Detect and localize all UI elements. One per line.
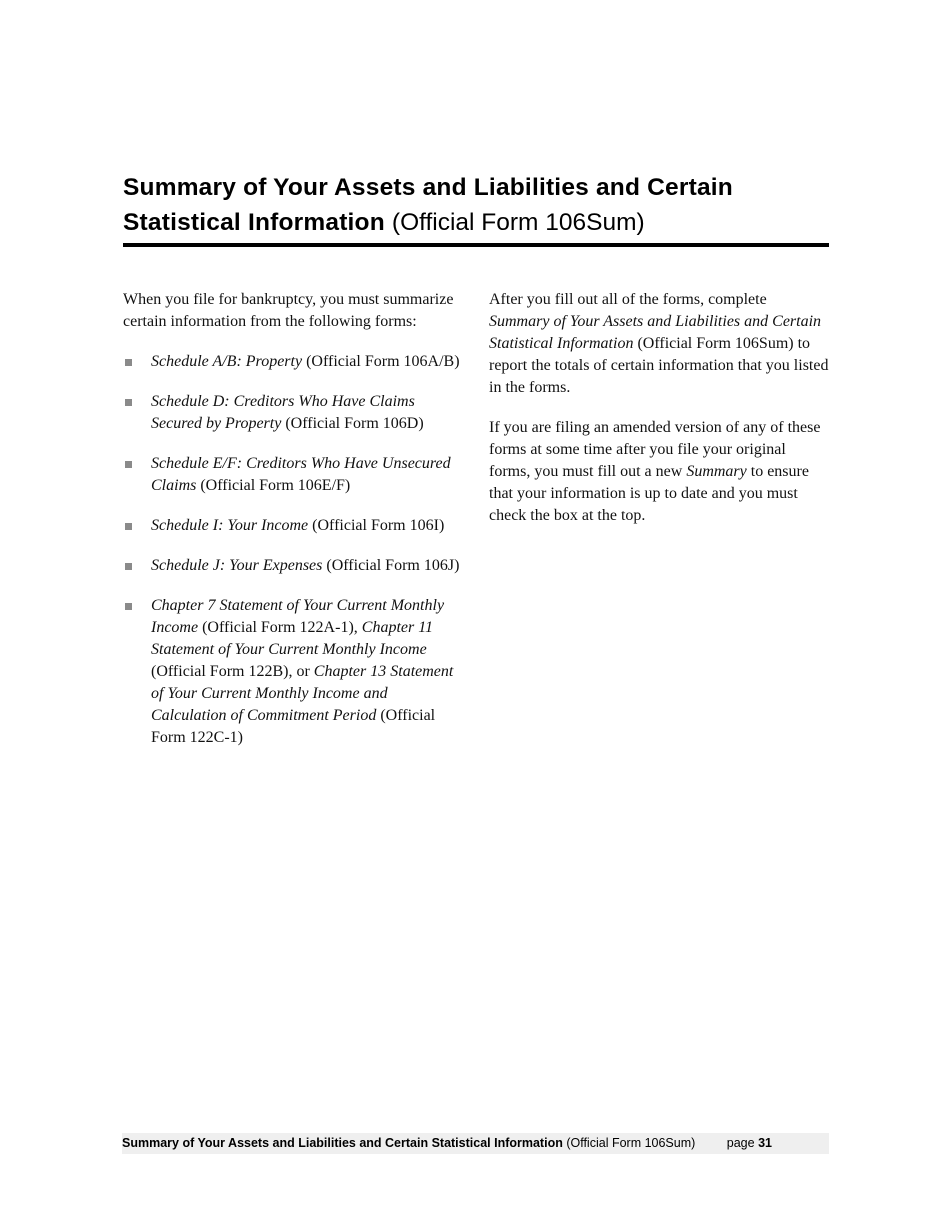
bullet-square-icon [125, 461, 132, 468]
chapter-13-name: Chapter 13 Statement of Your Current Monthly Income and Calculation of Commitment Period [151, 663, 454, 724]
chapter-11-name: Chapter 11 Statement of Your Current Monthly Income [151, 619, 434, 658]
form-number: (Official Form 106D) [285, 415, 424, 432]
list-item [123, 453, 463, 497]
chapter-7-name: Chapter 7 Statement of Your Current Monthly Income [151, 597, 445, 636]
page-footer [122, 1133, 829, 1154]
footer-page-label: page [726, 1136, 755, 1150]
right-column [489, 289, 829, 527]
left-column [123, 289, 463, 767]
form-name: Schedule A/B: Property [151, 353, 303, 370]
chapter-7-form: (Official Form 122A-1), [202, 619, 358, 636]
bullet-square-icon [125, 523, 132, 530]
footer-form-number: (Official Form 106Sum) [566, 1136, 696, 1150]
p1-text-b: (Official Form 106Sum) to report the totals of certain information that you listed in the forms. [489, 335, 829, 396]
intro-paragraph: When you file for bankruptcy, you must summarize certain information from the following forms: [123, 291, 454, 330]
footer-title: Summary of Your Assets and Liabilities and Certain Statistical Information [122, 1136, 563, 1150]
form-number: (Official Form 106J) [326, 557, 460, 574]
bullet-square-icon [125, 399, 132, 406]
form-name: Schedule E/F: Creditors Who Have Unsecured Claims [151, 455, 451, 494]
p2-text-b: to ensure that your information is up to date and you must check the box at the top. [489, 463, 809, 524]
bullet-square-icon [125, 563, 132, 570]
form-number: (Official Form 106A/B) [306, 353, 460, 370]
chapter-11-form: (Official Form 122B), or [151, 663, 310, 680]
form-list [123, 351, 463, 749]
chapter-13-form: (Official Form 122C-1) [151, 707, 436, 746]
p1-form-title: Summary of Your Assets and Liabilities and Certain Statistical Information [489, 313, 822, 352]
title-form-number: (Official Form 106Sum) [391, 209, 645, 236]
p2-text-a: If you are filing an amended version of any of these forms at some time after you file your original forms, you must fill out a new [489, 419, 821, 480]
p1-text-a: After you fill out all of the forms, complete [489, 291, 767, 308]
amended-paragraph [489, 417, 829, 527]
form-name: Schedule J: Your Expenses [151, 557, 323, 574]
list-item [123, 351, 463, 373]
form-number: (Official Form 106I) [312, 517, 445, 534]
form-name: Schedule D: Creditors Who Have Claims Secured by Property [151, 393, 415, 432]
page-header [123, 170, 829, 247]
list-item-chapter-statements [123, 595, 463, 749]
form-name: Schedule I: Your Income [151, 517, 309, 534]
form-number: (Official Form 106E/F) [200, 477, 351, 494]
bullet-square-icon [125, 603, 132, 610]
footer-page-number: 31 [758, 1136, 772, 1150]
list-item [123, 555, 463, 577]
title-text: Summary of Your Assets and Liabilities and Certain Statistical Information [123, 174, 733, 236]
page-title [123, 170, 829, 240]
list-item [123, 391, 463, 435]
instructions-paragraph [489, 289, 829, 399]
p2-summary: Summary [686, 463, 747, 480]
list-item [123, 515, 463, 537]
bullet-square-icon [125, 359, 132, 366]
